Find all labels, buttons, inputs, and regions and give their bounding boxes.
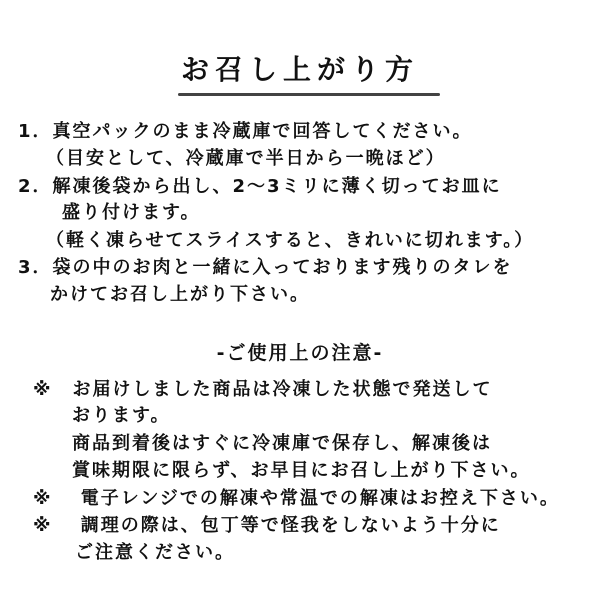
title-underline <box>178 93 440 96</box>
notice-heading: -ご使用上の注意- <box>216 342 384 364</box>
notice-1-cont2: 商品到着後はすぐに冷凍庫で保存し、解凍後は <box>72 433 492 454</box>
step-1: 1．真空パックのまま冷蔵庫で回答してください。 <box>18 121 473 142</box>
notice-1-cont3: 賞味期限に限らず、お早目にお召し上がり下さい。 <box>72 460 531 481</box>
notice-1: ※ お届けしました商品は冷凍した状態で発送して <box>33 379 493 400</box>
notice-2: ※ 電子レンジでの解凍や常温での解凍はお控え下さい。 <box>33 488 560 509</box>
page-title: お召し上がり方 <box>180 53 419 86</box>
step-2-note: （軽く凍らせてスライスすると、きれいに切れます。） <box>46 230 535 251</box>
step-3-cont: かけてお召し上がり下さい。 <box>50 284 310 305</box>
step-2: 2．解凍後袋から出し、2～3ミリに薄く切ってお皿に <box>18 176 502 197</box>
notice-3: ※ 調理の際は、包丁等で怪我をしないよう十分に <box>33 515 501 536</box>
step-2-cont: 盛り付けます。 <box>62 202 201 223</box>
step-1-note: （目安として、冷蔵庫で半日から一晩ほど） <box>46 148 446 169</box>
notice-3-cont: ご注意ください。 <box>75 542 235 563</box>
notice-1-cont: おります。 <box>72 405 171 426</box>
step-3: 3．袋の中のお肉と一緒に入っております残りのタレを <box>18 257 513 278</box>
